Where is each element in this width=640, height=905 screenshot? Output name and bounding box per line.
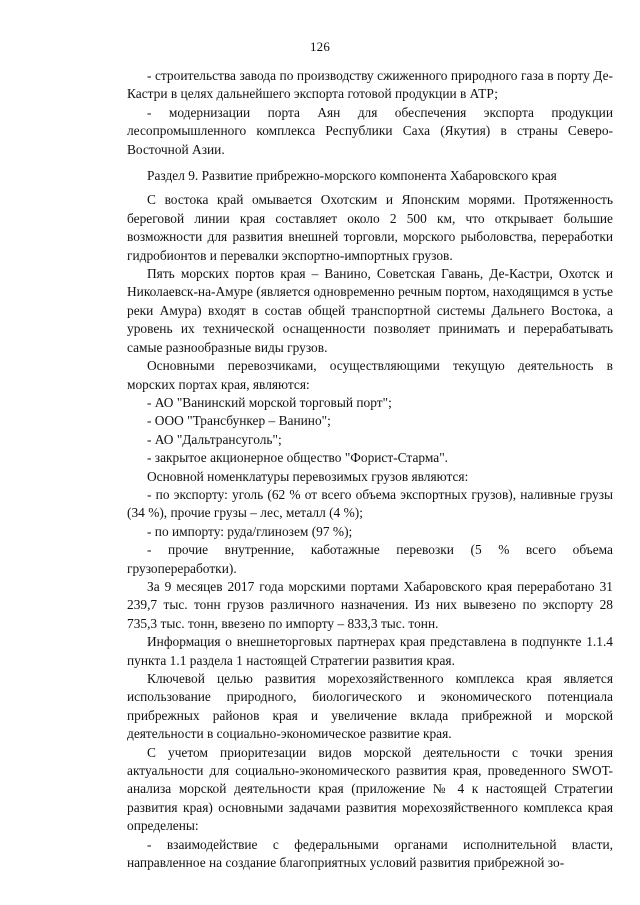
paragraph-trade-partners: Информация о внешнеторговых партнерах края представлена в подпункте 1.1.4 пункта 1.1 раздела 1 настоящей Стратегии развития края.: [127, 634, 613, 668]
paragraph-carriers-intro: Основными перевозчиками, осуществляющими текущую деятельность в морских портах края, являются:: [127, 358, 613, 392]
section-heading: Раздел 9. Развитие прибрежно-морского компонента Хабаровского края: [147, 168, 557, 184]
paragraph-ayan-port: - модернизации порта Аян для обеспечения экспорта продукции лесопромышленного комплекса Республики Саха (Якутия) в страны Северо-Восточной Азии.: [127, 104, 613, 157]
list-item-carrier: - АО "Ванинский морской торговый порт";: [147, 394, 392, 410]
paragraph-coastline: С востока край омывается Охотским и Японским морями. Протяженность береговой линии края составляет около 2 500 км, что открывает большие возможности для развития внешней торговли, морского рыболовства, переработки гидробионтов и перевалки экспортно-импортных грузов.: [127, 192, 613, 263]
page-number: 126: [309, 39, 331, 54]
list-item-carrier: - закрытое акционерное общество "Форист-Старма".: [147, 450, 449, 466]
list-item-cargo: - прочие внутренние, каботажные перевозки (5 % всего объема грузопереработки).: [127, 542, 613, 576]
list-item-cargo: - по экспорту: уголь (62 % от всего объема экспортных грузов), наливные грузы (34 %), прочие грузы – лес, металл (4 %);: [127, 486, 613, 521]
paragraph-cargo-intro: Основной номенклатуры перевозимых грузов являются:: [147, 468, 469, 484]
list-item-carrier: - АО "Дальтрансуголь";: [147, 431, 282, 447]
list-item-task: - взаимодействие с федеральными органами исполнительной власти, направленное на создание благоприятных условий развития прибрежной зо-: [127, 836, 613, 871]
page-body: [127, 67, 613, 872]
paragraph-swot: С учетом приоритезации видов морской деятельности с точки зрения актуальности для социально-экономического развития края, проведенного SWOT-анализа морской деятельности края (приложение № 4 к настоящей Стратегии развития края) основными задачами развития морехозяйственного комплекса края определены:: [127, 744, 613, 834]
paragraph-five-ports: Пять морских портов края – Ванино, Советская Гавань, Де-Кастри, Охотск и Николаевск-на-Амуре (является одновременно речным портом, находящимся в устье реки Амура) входят в состав общей транспортной системы Дальнего Востока, а уровень их технической оснащенности позволяет принимать и перерабатывать самые разнообразные виды грузов.: [127, 266, 613, 355]
paragraph-lng-plant: - строительства завода по производству сжиженного природного газа в порту Де-Кастри в целях дальнейшего экспорта готовой продукции в АТР;: [127, 68, 613, 102]
paragraph-9-months: За 9 месяцев 2017 года морскими портами Хабаровского края переработано 31 239,7 тыс. тонн грузов различного назначения. Из них вывезено по экспорту 28 735,3 тыс. тонн, ввезено по импорту – 833,3 тыс. тонн.: [127, 578, 613, 631]
paragraph-key-goal: Ключевой целью развития морехозяйственного комплекса края является использование природного, биологического и экономического потенциала прибрежных районов края и увеличение вклада прибрежной и морской деятельности в социально-экономическое развитие края.: [127, 671, 613, 742]
list-item-cargo: - по импорту: руда/глинозем (97 %);: [147, 523, 353, 539]
list-item-carrier: - ООО "Трансбункер – Ванино";: [147, 413, 331, 429]
